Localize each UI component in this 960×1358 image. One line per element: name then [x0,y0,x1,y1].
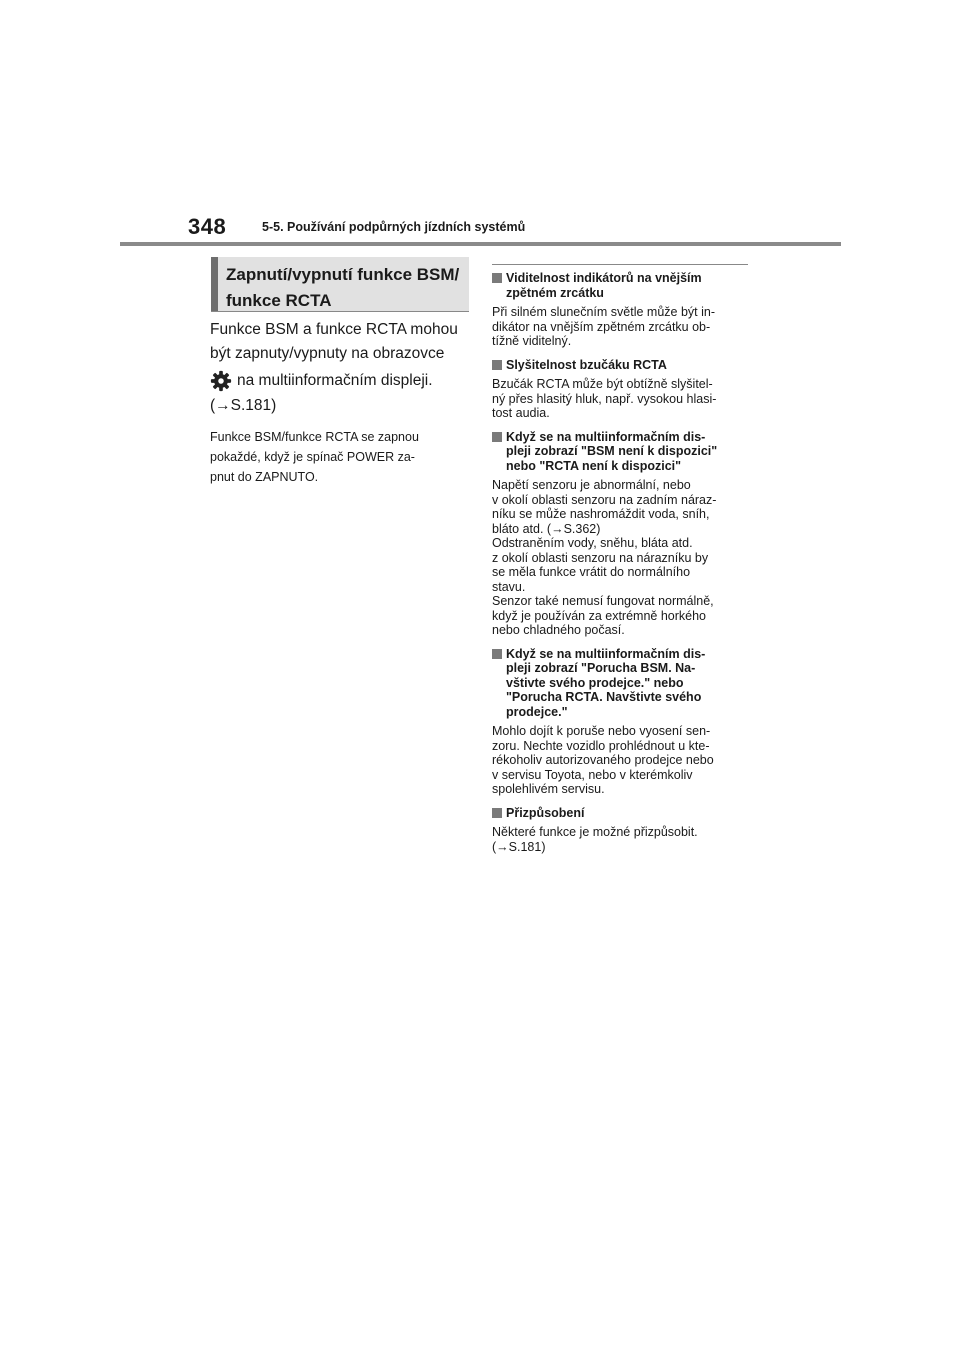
item-heading-line: Slyšitelnost bzučáku RCTA [506,357,667,372]
item-body-line: v okolí oblasti senzoru na zadním náraz- [492,492,717,507]
item-body-line: se měla funkce vrátit do normálního [492,565,691,579]
intro-line: být zapnuty/vypnuty na obrazovce [210,345,445,362]
item-body-line: rékoholiv autorizovaného prodejce nebo [492,753,714,767]
item-body-line: tížně viditelný. [492,334,572,348]
item-heading-line: Viditelnost indikátorů na vnějším [506,271,702,285]
square-bullet-icon [492,360,502,370]
section-underline [211,311,469,312]
item-heading [492,271,754,300]
page-reference-link[interactable]: (→S.181) [492,839,546,854]
item-heading-line: pleji zobrazí "BSM není k dispozici" [506,444,718,458]
gear-icon [210,370,232,392]
item-body-line: zoru. Nechte vozidlo prohlédnout u kte- [492,738,710,753]
chapter-title: 5-5. Používání podpůrných jízdních systémů [262,220,526,234]
item-body-line: Při silném slunečním světle může být in- [492,305,715,319]
header-rule [120,242,841,246]
item-body-line: v servisu Toyota, nebo v kterémkoliv [492,767,693,782]
page-number: 348 [188,214,227,239]
item-body [492,305,754,349]
item-body [492,377,754,421]
item-heading-line: prodejce." [506,704,568,719]
item-body-line: níku se může nashromáždit voda, sníh, [492,507,710,521]
info-item [492,647,754,797]
item-body-line: Mohlo dojít k poruše nebo vyosení sen- [492,724,711,738]
square-bullet-icon [492,273,502,283]
item-body-line: tost audia. [492,406,550,420]
item-body-line: když je používán za extrémně horkého [492,608,707,623]
item-body-line: dikátor na vnějším zpětném zrcátku ob- [492,319,711,334]
item-body-line: Senzor také nemusí fungovat normálně, [492,594,714,608]
left-column [210,318,472,487]
item-body [492,724,754,797]
item-heading-line: zpětném zrcátku [506,285,604,300]
intro-line: Funkce BSM a funkce RCTA mohou [210,321,458,338]
item-heading-line: Přizpůsobení [506,805,585,820]
section-title-line: funkce RCTA [226,291,332,310]
item-body-line: Některé funkce je možné přizpůsobit. [492,825,698,839]
item-heading-line: Když se na multiinformačním dis- [506,646,706,661]
info-item [492,271,754,349]
item-heading [492,806,754,821]
item-body [492,825,754,854]
note-line: pokaždé, když je spínač POWER za- [210,450,415,464]
item-heading-line: vštivte svého prodejce." nebo [506,675,684,690]
item-heading-line: pleji zobrazí "Porucha BSM. Na- [506,661,696,675]
right-column-rule [492,264,748,265]
square-bullet-icon [492,808,502,818]
item-heading [492,647,754,720]
note-line: pnut do ZAPNUTO. [210,470,319,484]
section-heading-box [211,257,469,311]
info-item [492,430,754,638]
item-body-line: stavu. [492,579,526,594]
note-paragraph [210,427,472,487]
info-item [492,358,754,421]
item-body-line: bláto atd. (→S.362) [492,521,601,536]
intro-icon-line [210,368,472,394]
item-body-line: z okolí oblasti senzoru na nárazníku by [492,550,709,565]
intro-reference [210,394,472,418]
intro-line: na multiinformačním displeji. [237,372,433,389]
item-body-line: Odstraněním vody, sněhu, bláta atd. [492,536,693,550]
section-title [226,262,463,314]
item-body-line: nebo chladného počasí. [492,623,625,637]
item-heading [492,430,754,474]
page-reference-link[interactable]: (→S.181) [210,397,277,414]
item-body-line: Bzučák RCTA může být obtížně slyšitel- [492,377,713,391]
item-body-line: Napětí senzoru je abnormální, nebo [492,478,691,492]
section-title-line: Zapnutí/vypnutí funkce BSM/ [226,265,460,284]
item-heading-line: "Porucha RCTA. Navštivte svého [506,690,702,704]
note-line: Funkce BSM/funkce RCTA se zapnou [210,430,419,444]
square-bullet-icon [492,432,502,442]
item-heading [492,358,754,373]
item-body-line: spolehlivém servisu. [492,782,605,796]
item-heading-line: Když se na multiinformačním dis- [506,429,706,444]
item-heading-line: nebo "RCTA není k dispozici" [506,458,682,473]
square-bullet-icon [492,649,502,659]
item-body [492,478,754,638]
item-body-line: ný přes hlasitý hluk, např. vysokou hlasi- [492,391,717,406]
intro-paragraph [210,318,472,366]
info-item [492,806,754,855]
right-column [492,264,754,863]
